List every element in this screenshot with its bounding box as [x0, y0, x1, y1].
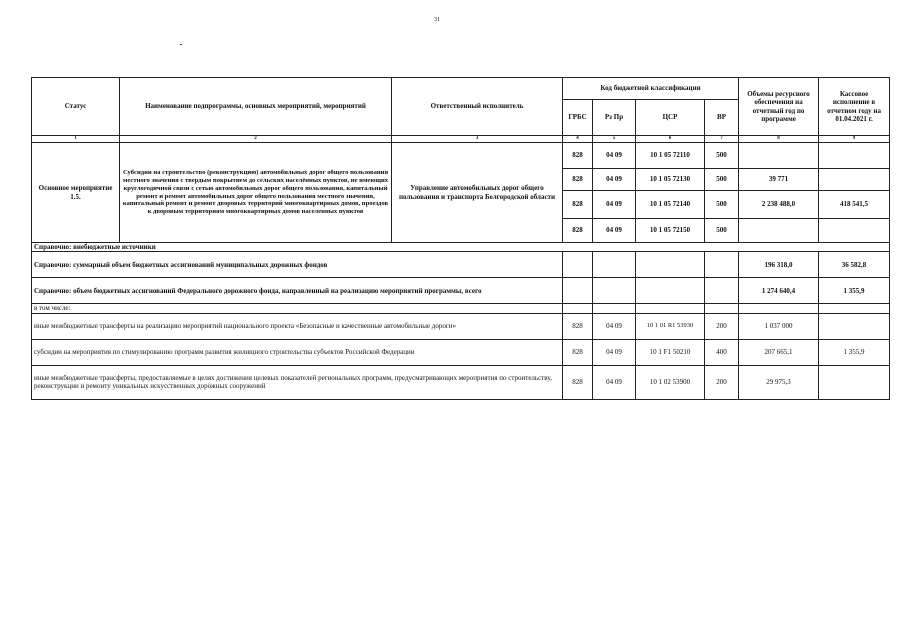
cell-vr: 200	[705, 365, 739, 399]
cell-volume: 39 771	[739, 169, 819, 191]
empty-cell	[563, 252, 593, 278]
ref-municipal-cash: 36 582,8	[819, 252, 890, 278]
cell-csr: 10 1 01 R1 53930	[636, 313, 705, 339]
ref-federal-label: Справочно: объем бюджетных ассигнований Федерального дорожного фонда, направленный на реализацию мероприятий программы, всего	[32, 278, 563, 304]
ref-municipal-label: Справочно: суммарный объем бюджетных ассигнований муниципальных дорожных фондов	[32, 252, 563, 278]
table-row	[32, 313, 890, 339]
cell-csr: 10 1 05 72150	[636, 219, 705, 243]
ref-offbudget: Справочно: внебюджетные источники	[32, 243, 890, 252]
column-number: 6	[636, 136, 705, 143]
cell-cash	[819, 219, 890, 243]
header-csr: ЦСР	[636, 100, 705, 136]
empty-cell	[636, 252, 705, 278]
empty-cell	[705, 252, 739, 278]
cell-rzpr: 04 09	[593, 169, 636, 191]
empty-cell	[705, 278, 739, 304]
table-row	[32, 143, 890, 169]
empty-cell	[593, 304, 636, 313]
column-number: 5	[593, 136, 636, 143]
column-number: 7	[705, 136, 739, 143]
empty-cell	[636, 278, 705, 304]
header-executor: Ответственный исполнитель	[392, 78, 563, 136]
main-name: Субсидии на строительство (реконструкцию) автомобильных дорог общего пользования местного значения с твердым покрытием до сельских населённых пунктов, не имеющих круглогодичной связи с сетью автомобильных дорог общего пользования, капитальный ремонт и ремонт автомобильных дорог общего пользования местного значения, капитальный ремонт и ремонт дворовых территорий многоквартирных домов, проездов к дворовым территориям многоквартирных домов населенных пунктов	[120, 143, 392, 243]
column-number: 4	[563, 136, 593, 143]
cell-grbs: 828	[563, 313, 593, 339]
table-row	[32, 339, 890, 365]
header-grbs: ГРБС	[563, 100, 593, 136]
empty-cell	[739, 304, 819, 313]
budget-table	[31, 77, 890, 400]
table-row	[32, 243, 890, 252]
ref-federal-volume: 1 274 640,4	[739, 278, 819, 304]
cell-rzpr: 04 09	[593, 339, 636, 365]
cell-cash	[819, 143, 890, 169]
cell-cash: 418 541,5	[819, 191, 890, 219]
cell-csr: 10 1 02 53900	[636, 365, 705, 399]
header-status: Статус	[32, 78, 120, 136]
cell-csr: 10 1 05 72110	[636, 143, 705, 169]
column-number: 8	[739, 136, 819, 143]
cell-grbs: 828	[563, 219, 593, 243]
header-rzpr: Рз Пр	[593, 100, 636, 136]
cell-vr: 500	[705, 191, 739, 219]
sub-row-label: иные межбюджетные трансферты на реализацию мероприятий национального проекта «Безопасные и качественные автомобильные дороги»	[32, 313, 563, 339]
header-name: Наименование подпрограммы, основных мероприятий, мероприятий	[120, 78, 392, 136]
empty-cell	[705, 304, 739, 313]
table-row	[32, 304, 890, 313]
column-number: 9	[819, 136, 890, 143]
column-number: 3	[392, 136, 563, 143]
cell-volume: 207 665,1	[739, 339, 819, 365]
empty-cell	[593, 278, 636, 304]
cell-rzpr: 04 09	[593, 191, 636, 219]
cell-vr: 200	[705, 313, 739, 339]
sub-row-label: иные межбюджетные трансферты, предоставляемые в целях достижения целевых показателей региональных программ, предусматривающих мероприятия по строительству, реконструкции и ремонту уникальных искусственных дорожных сооружений	[32, 365, 563, 399]
empty-cell	[593, 252, 636, 278]
cell-volume: 29 975,3	[739, 365, 819, 399]
ref-municipal-volume: 196 318,0	[739, 252, 819, 278]
header-vr: ВР	[705, 100, 739, 136]
cell-cash	[819, 313, 890, 339]
header-code-group: Код бюджетной классификации	[563, 78, 739, 100]
cell-vr: 500	[705, 219, 739, 243]
ref-federal-cash: 1 355,9	[819, 278, 890, 304]
page-number: 31	[434, 17, 440, 23]
column-number-row	[32, 136, 890, 143]
cell-csr: 10 1 F1 50210	[636, 339, 705, 365]
table-row	[32, 278, 890, 304]
main-executor: Управление автомобильных дорог общего пользования и транспорта Белгородской области	[392, 143, 563, 243]
sub-row-label: субсидии на мероприятия по стимулированию программ развития жилищного строительства субъектов Российской Федерации	[32, 339, 563, 365]
cell-volume	[739, 143, 819, 169]
empty-cell	[636, 304, 705, 313]
cell-volume: 2 238 488,0	[739, 191, 819, 219]
cell-vr: 500	[705, 143, 739, 169]
empty-cell	[563, 304, 593, 313]
cell-cash	[819, 169, 890, 191]
cell-rzpr: 04 09	[593, 365, 636, 399]
cell-cash: 1 355,9	[819, 339, 890, 365]
cell-grbs: 828	[563, 365, 593, 399]
cell-grbs: 828	[563, 339, 593, 365]
empty-cell	[563, 278, 593, 304]
cell-volume: 1 037 000	[739, 313, 819, 339]
cell-grbs: 828	[563, 143, 593, 169]
cell-volume	[739, 219, 819, 243]
including-label: в том числе:	[32, 304, 563, 313]
cell-rzpr: 04 09	[593, 219, 636, 243]
column-number: 2	[120, 136, 392, 143]
header-volumes: Объемы ресурсного обеспечения на отчетный год по программе	[739, 78, 819, 136]
cell-grbs: 828	[563, 169, 593, 191]
cell-csr: 10 1 05 72130	[636, 169, 705, 191]
column-number: 1	[32, 136, 120, 143]
table-row	[32, 365, 890, 399]
cell-rzpr: 04 09	[593, 143, 636, 169]
cell-vr: 400	[705, 339, 739, 365]
cell-vr: 500	[705, 169, 739, 191]
cell-cash	[819, 365, 890, 399]
cell-csr: 10 1 05 72140	[636, 191, 705, 219]
cell-grbs: 828	[563, 191, 593, 219]
cell-rzpr: 04 09	[593, 313, 636, 339]
scan-speck	[180, 44, 182, 45]
table-row	[32, 252, 890, 278]
main-status: Основное мероприятие 1.5.	[32, 143, 120, 243]
empty-cell	[819, 304, 890, 313]
header-cash: Кассовое исполнение в отчетном году на 01.04.2021 г.	[819, 78, 890, 136]
